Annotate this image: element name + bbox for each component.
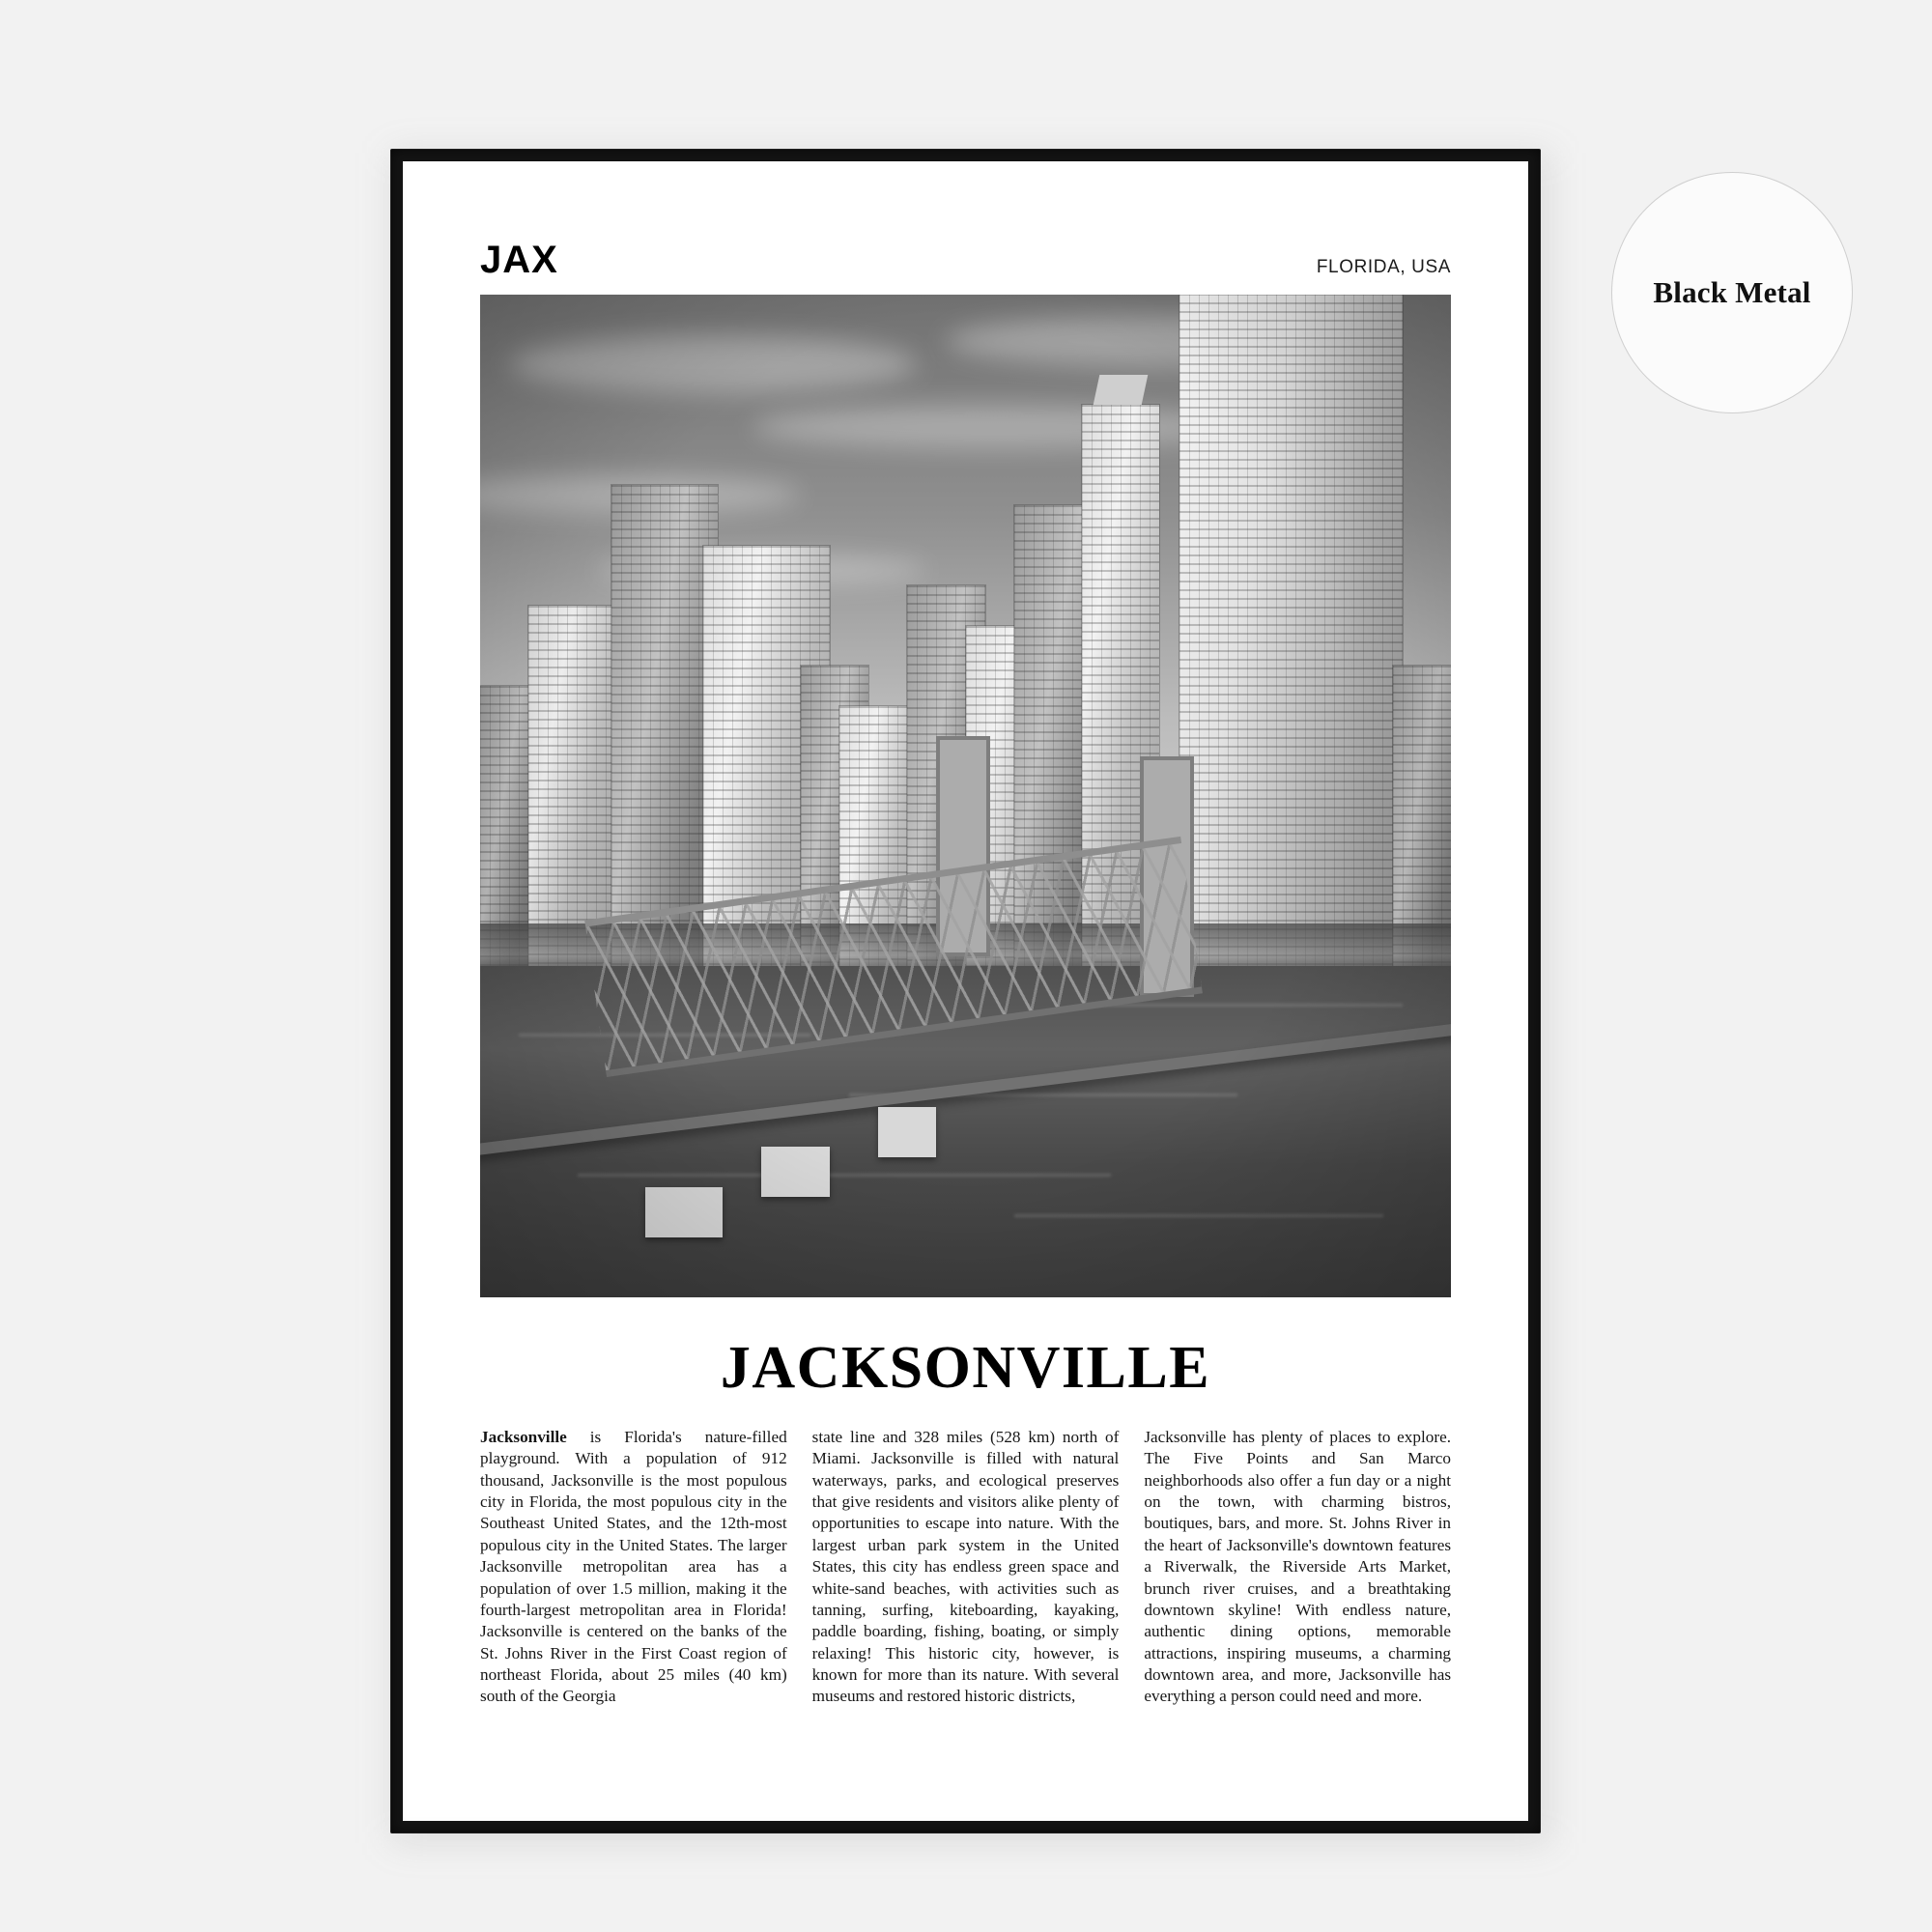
body-column-2: state line and 328 miles (528 km) north of Miami. Jacksonville is filled with natural waterways, parks, and ecological preserves that give residents and visitors alike plenty of opportunities to escape into nature. With the largest urban park system in the United States, this city has endless green space and white-sand beaches, with activities such as tanning, surfing, kiteboarding, kayaking, paddle boarding, fishing, boating, or simply relaxing! This historic city, however, is known for more than its nature. With several museums and restored historic districts, <box>811 1428 1120 1706</box>
body-column-3: Jacksonville has plenty of places to explore. The Five Points and San Marco neighborhoods also offer a fun day or a night on the town, with charming bistros, boutiques, bars, and more. St. Johns River in the heart of Jacksonville's downtown features a Riverwalk, the Riverside Arts Market, brunch river cruises, and a breathtaking downtown skyline! With endless nature, authentic dining options, memorable attractions, inspiring museums, a charming downtown area, and more, Jacksonville has everything a person could need and more. <box>1144 1428 1452 1706</box>
poster <box>403 161 1528 1821</box>
building-shape <box>1393 666 1451 966</box>
body-column-1-text: is Florida's nature-filled playground. With a population of 912 thousand, Jacksonville is the most populous city in Florida, the most populous city in the Southeast United States, and the 12th-most populous city in the United States. The larger Jacksonville metropolitan area has a population of over 1.5 million, making it the fourth-largest metropolitan area in Florida! Jacksonville is centered on the banks of the St. Johns River in the First Coast region of northeast Florida, about 25 miles (40 km) south of the Georgia <box>480 1428 787 1706</box>
material-badge-label: Black Metal <box>1653 275 1811 309</box>
building-shape-tall <box>1179 295 1403 966</box>
cloud-shape <box>752 405 1237 449</box>
water-streak <box>1014 1214 1383 1217</box>
water-streak <box>1082 1004 1403 1007</box>
bridge-pier <box>878 1107 936 1157</box>
poster-title: JACKSONVILLE <box>720 1335 1211 1401</box>
building-shape <box>611 485 719 966</box>
body-column-1 <box>480 1427 787 1708</box>
poster-photo-jacksonville-skyline <box>480 295 1451 1297</box>
material-badge <box>1611 172 1853 413</box>
picture-frame <box>390 149 1541 1833</box>
water-streak <box>578 1174 1112 1177</box>
poster-city-code: JAX <box>480 239 558 281</box>
cloud-shape <box>509 335 917 393</box>
building-roof <box>1094 375 1149 405</box>
poster-header <box>480 241 1451 279</box>
bridge-pier <box>761 1147 829 1197</box>
building-shape <box>528 606 615 967</box>
body-lead-word: Jacksonville <box>480 1428 567 1446</box>
poster-body-columns <box>480 1427 1451 1708</box>
poster-region-label: FLORIDA, USA <box>1316 257 1451 277</box>
bridge-pier <box>645 1187 723 1237</box>
